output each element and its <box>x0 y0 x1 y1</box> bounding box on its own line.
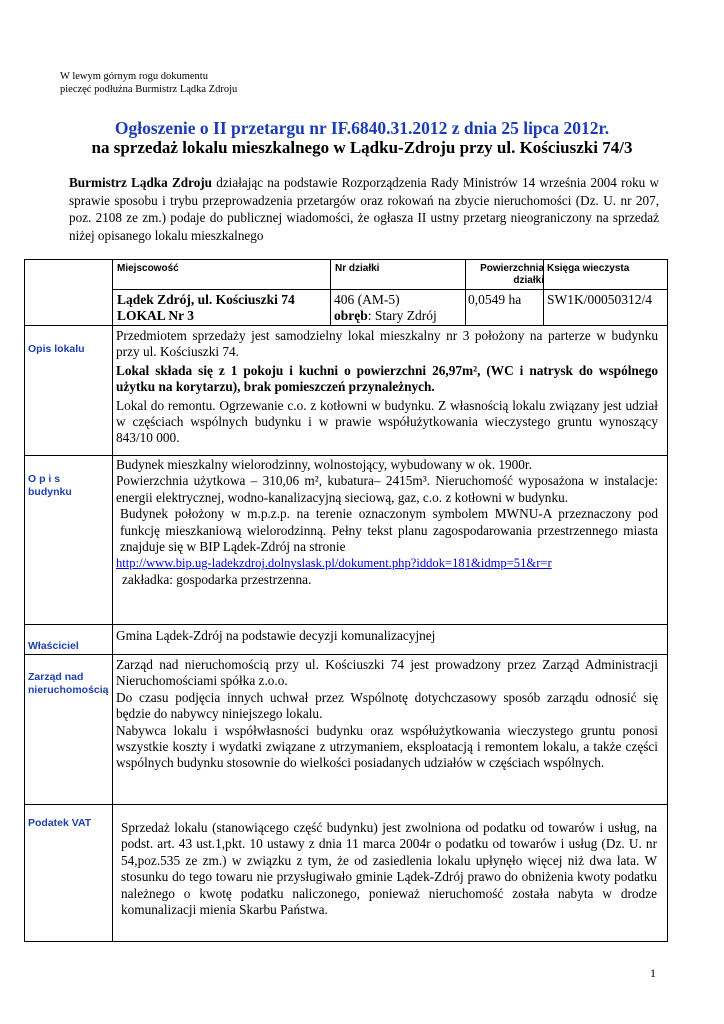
cell-powierzchnia: 0,0549 ha <box>468 292 522 307</box>
announcement-subtitle: na sprzedaż lokalu mieszkalnego w Lądku-Zdroju przy ul. Kościuszki 74/3 <box>91 138 633 157</box>
wlasciciel-p1: Gmina Lądek-Zdrój na podstawie decyzji komunalizacyjnej <box>116 628 436 643</box>
cell-miejscowosc-address: Lądek Zdrój, ul. Kościuszki 74 <box>117 292 295 307</box>
announcement-title: Ogłoszenie o II przetargu nr IF.6840.31.2012 z dnia 25 lipca 2012r. <box>114 118 610 138</box>
cell-obreb-value: : Stary Zdrój <box>367 308 437 324</box>
zarzad-p2: Do czasu podjęcia innych uchwał przez Wspólnotę dotychczasowy sposób zarządu odnosić się będzie do nabywcy niniejszego lokalu. <box>116 689 658 722</box>
podatek-p1: Sprzedaż lokalu (stanowiącego część budynku) jest zwolniona od podatku od towarów i usług, na podst. art. 43 ust.1,pkt. 10 ustawy z dnia 11 marca 2004r o podatku od towarów i usług (Dz. U. nr 54,poz.535 ze zm.) w związku z tym, że od zasiedlenia lokalu upłynęło więcej niż dwa lata. W stosunku do tego towaru nie przysługiwało gminie Lądek-Zdrój prawo do obniżenia kwoty podatku należnego o kwotę podatku naliczonego, ponieważ nieruchomość została nabyta w drodze komunalizacji mienia Skarbu Państwa. <box>121 820 657 918</box>
label-zarzad-line1: Zarząd nad <box>28 671 84 683</box>
cell-dzialka-number: 406 (AM-5) <box>334 292 400 307</box>
table-border-top <box>24 259 668 260</box>
cell-obreb-label: obręb <box>334 308 368 324</box>
cell-miejscowosc-lokal: LOKAL Nr 3 <box>117 308 195 324</box>
row-divider-5 <box>24 804 668 805</box>
opis-lokalu-p3: Lokal do remontu. Ogrzewanie c.o. z kotłowni w budynku. Z własnością lokalu związany jest udział w częściach wspólnych budynku i w prawie współużytkowania wieczystego gruntu wynoszący 843/10 000. <box>116 397 658 446</box>
table-label-divider <box>112 259 113 942</box>
label-opis-budynku-line2: budynku <box>28 486 72 498</box>
cell-ksiega: SW1K/00050312/4 <box>547 292 653 307</box>
table-border-bottom <box>24 941 668 942</box>
bip-link[interactable]: http://www.bip.ug-ladekzdroj.dolnyslask.pl/dokument.php?iddok=181&idmp=51&r=r <box>116 556 552 571</box>
section-opis-budynku <box>116 457 658 588</box>
col-divider-2 <box>465 259 466 325</box>
opis-budynku-p4: zakładka: gospodarka przestrzenna. <box>122 571 312 587</box>
header-miejscowosc: Miejscowość <box>117 263 179 274</box>
section-zarzad <box>116 657 658 772</box>
intro-issuer: Burmistrz Lądka Zdroju <box>69 175 213 190</box>
header-ksiega: Księga wieczysta <box>547 263 630 274</box>
header-powierzchnia: Powierzchnia działki <box>480 263 544 286</box>
section-podatek-vat <box>121 820 657 918</box>
section-opis-lokalu <box>116 328 658 447</box>
opis-budynku-p2: Powierzchnia użytkowa – 310,06 m², kubatura– 2415m³. Nieruchomość wyposażona w instalacje: energii elektrycznej, wodno-kanalizacyjną sieciową, gaz, c.o. z kotłowni w budynku. <box>116 473 658 505</box>
intro-text: działając na podstawie Rozporządzenia Rady Ministrów 14 września 2004 roku w sprawie sposobu i trybu przeprowadzenia przetargów oraz rokowań na zbycie nieruchomości (Dz. U. nr 207, poz. 2108 ze zm.) podaje do publicznej wiadomości, że ogłasza II ustny przetarg nieograniczony na sprzedaż niżej opisanego lokalu mieszkalnego <box>69 175 659 243</box>
col-divider-1 <box>330 259 331 325</box>
stamp-note <box>60 70 237 96</box>
opis-budynku-p1: Budynek mieszkalny wielorodzinny, wolnostojący, wybudowany w ok. 1900r. <box>116 457 532 472</box>
label-zarzad-line2: nieruchomością <box>28 684 109 696</box>
table-border-right <box>667 259 668 942</box>
header-nr-dzialki: Nr działki <box>335 263 380 274</box>
cell-miejscowosc <box>117 292 295 324</box>
page-number: 1 <box>650 966 656 980</box>
opis-budynku-p3: Budynek położony w m.p.z.p. na terenie oznaczonym symbolem MWNU-A przeznaczony pod funkcję mieszkaniową wielorodzinną. Pełny tekst planu zagospodarowania przestrzennego miasta znajduje się w BIP Lądek-Zdrój na stronie <box>120 506 658 555</box>
zarzad-p3: Nabywca lokalu i współwłasności budynku oraz współużytkowania wieczystego gruntu ponosi wszystkie koszty i wydatki związane z utrzymaniem, eksploatacją i remontem lokalu, a także części wspólnych budynku stosownie do wielkości posiadanych udziałów w częściach wspólnych. <box>116 722 658 771</box>
row-divider-3 <box>24 624 668 625</box>
zarzad-p1: Zarząd nad nieruchomością przy ul. Kościuszki 74 jest prowadzony przez Zarząd Administracji Nieruchomościami spółka z.o.o. <box>116 657 658 689</box>
cell-obreb <box>334 308 437 324</box>
header-row-divider <box>112 289 668 290</box>
table-border-left <box>24 259 25 942</box>
stamp-note-line1: W lewym górnym rogu dokumentu <box>60 71 208 82</box>
section-wlasciciel <box>116 628 658 644</box>
label-podatek-vat: Podatek VAT <box>28 817 92 829</box>
row-divider-2 <box>24 455 668 456</box>
intro-paragraph <box>69 174 659 244</box>
label-opis-lokalu: Opis lokalu <box>28 343 85 355</box>
label-zarzad <box>28 671 110 697</box>
cell-nr-dzialki <box>334 292 437 324</box>
opis-lokalu-p2: Lokal składa się z 1 pokoju i kuchni o powierzchni 26,97m², (WC i natrysk do wspólnego użytku na korytarzu), brak pomieszczeń przynależnych. <box>116 362 658 395</box>
opis-lokalu-p1: Przedmiotem sprzedaży jest samodzielny lokal mieszkalny nr 3 położony na parterze w budynku przy ul. Kościuszki 74. <box>116 328 658 360</box>
label-opis-budynku <box>28 473 110 499</box>
label-opis-budynku-line1: O p i s <box>28 473 61 485</box>
row-divider-4 <box>24 654 668 655</box>
label-wlasciciel: Właściciel <box>28 640 79 652</box>
stamp-note-line2: pieczęć podłużna Burmistrz Lądka Zdroju <box>60 84 238 95</box>
row-divider-1 <box>24 325 668 326</box>
